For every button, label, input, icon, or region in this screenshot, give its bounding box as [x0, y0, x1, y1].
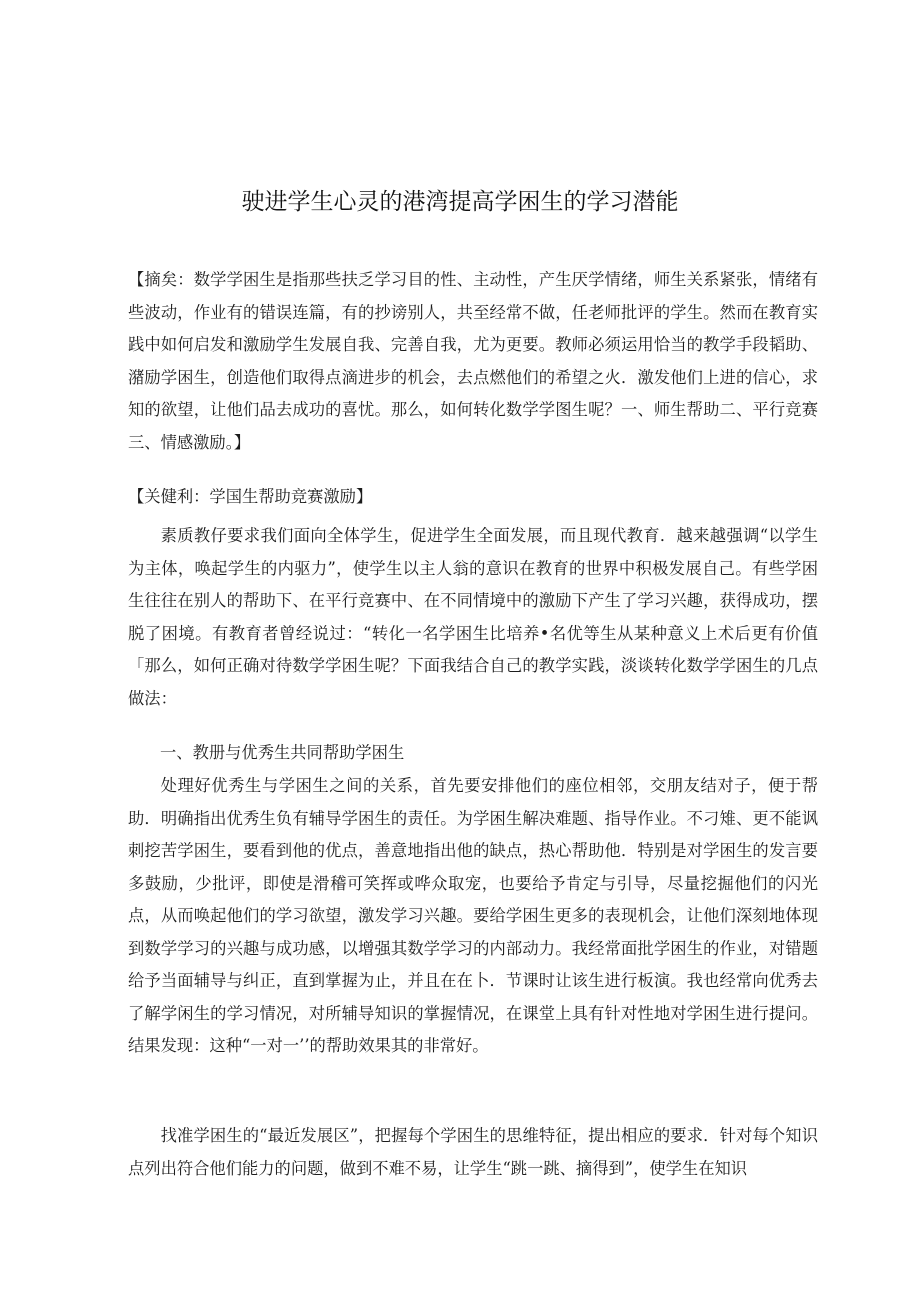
abstract-paragraph: 【摘矣：数学学困生是指那些扶乏学习目的性、主动性，产生厌学情绪，师生关系紧张，情绪有些波动，作业有的错误连篇，有的抄谤别人，共至经常不做，任老师批评的学生。然而在教育实践中如何启发和激励学生发展自我、完善自我，尤为更要。教师必须运用恰当的教学手段韬助、潴励学困生，创造他们取得点滴进步的机会，去点燃他们的希望之火．激发他们上进的信心，求知的欲望，让他们品去成功的喜忧。那么，如何转化数学学图生呢？一、师生帮助二、平行竞赛三、情感激励。】 — [128, 270, 818, 452]
section-1-paragraph: 处理好优秀生与学困生之间的关系，首先要安排他们的座位相邻，交朋友结对子，便于帮助．明确指出优秀生负有辅导学困生的责任。为学困生解决难题、指导作业。不刁雉、更不能讽刺挖苦学困生，要看到他的优点，善意地指出他的缺点，热心帮助他．特别是对学困生的发言要多鼓励，少批评，即使是滑稽可笑挥或哗众取宠，也要给予肯定与引导，尽量挖掘他们的闪光点，从而唤起他们的学习欲望，激发学习兴趣。要给学困生更多的表现机会，让他们深刻地体现到数学学习的兴趣与成功感，以增强其数学学习的内部动力。我经常面批学困生的作业，对错题给予当面辅导与纠正，直到掌握为止，并且在在卜．节课时让该生进行板演。我也经常向优秀去了解学闲生的学习情况，对所辅导知识的掌握情况，在课堂上具有针对性地对学困生进行提问。结果发现：这种“一对一’’的帮助效果其的非常好。 — [128, 776, 818, 1055]
document-title: 驶进学生心灵的港湾提高学困生的学习潜能 — [241, 189, 679, 215]
intro-paragraph: 素质教仔要求我们面向全体学生，促进学生全面发展，而且现代教育．越来越强调“以学生为主体，唤起学生的内驱力”，使学生以主人翁的意识在教育的世界中积极发展自己。有些学困生往往在别人的帮助下、在平行竞赛中、在不同情境中的激励下产生了学习兴趣，获得成功，摆脱了困境。有教育者曾经说过：“转化一名学困生比培养•名优等生从某种意义上术后更有价值「那么，如何正确对待数学学困生呢？下面我结合自己的教学实践，淡谈转化数学学困生的几点做法： — [128, 526, 818, 708]
keywords-line: 【关健利：学国生帮助竞赛激励】 — [128, 487, 373, 506]
section-1-paragraph-2: 找准学困生的“最近发展区”，把握每个学困生的思维特征，提出相应的要求．针对每个知识点列出符合他们能力的问题，做到不难不易，让学生“跳一跳、摘得到”，使学生在知识 — [128, 1126, 818, 1178]
section-heading-1: 一、教册与优秀生共同帮助学困生 — [160, 743, 405, 762]
